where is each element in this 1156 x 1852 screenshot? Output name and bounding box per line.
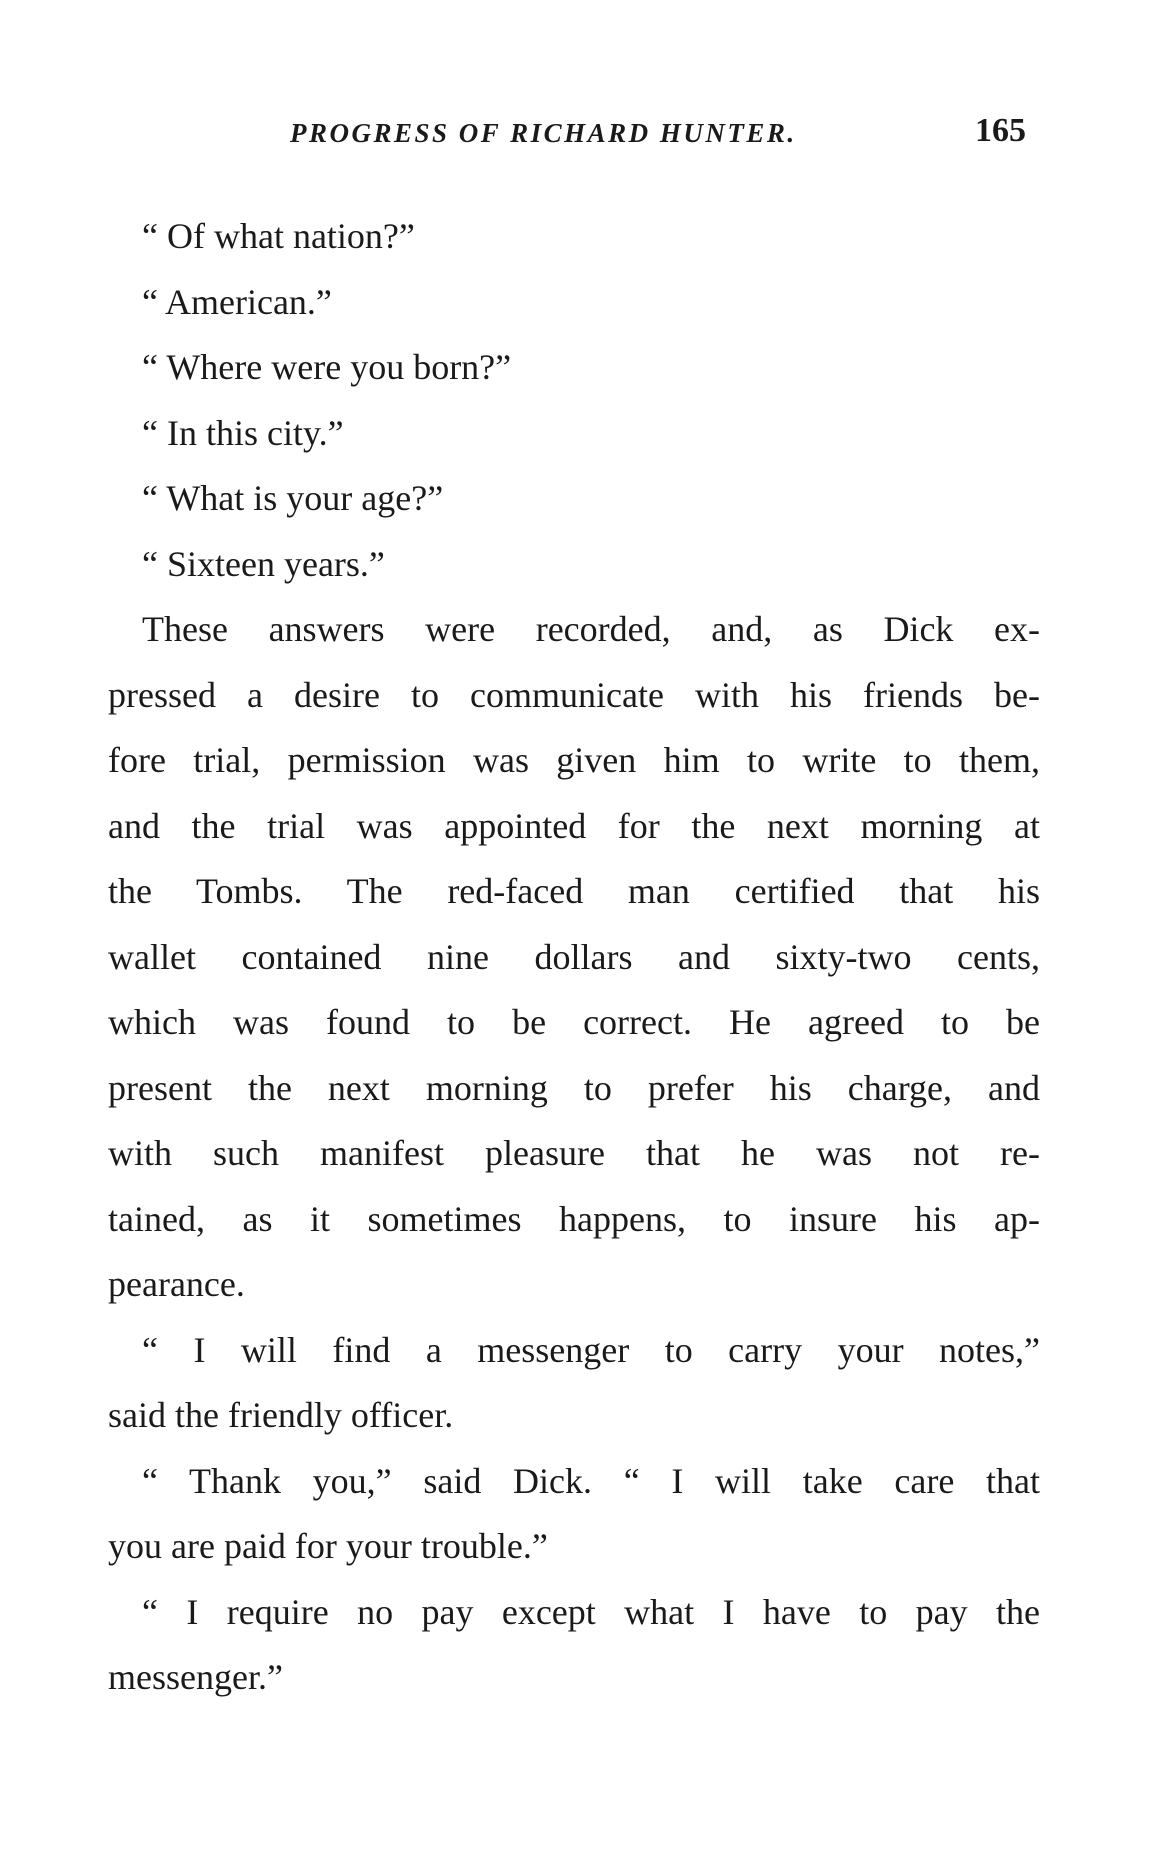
dialogue-line: “ Of what nation?” [142,216,415,256]
paragraph-line: messenger.” [108,1657,283,1697]
paragraph-line: with such manifest pleasure that he was not re- [108,1133,1040,1173]
paragraph-line: which was found to be correct. He agreed to be [108,1002,1040,1042]
page-text [108,204,1040,1711]
page-header [0,112,1156,158]
dialogue-line: “ In this city.” [142,412,344,453]
paragraph-line: pressed a desire to communicate with his friends be- [108,674,1040,715]
paragraph-line: present the next morning to prefer his charge, and [108,1067,1040,1108]
running-head: PROGRESS OF RICHARD HUNTER. [290,118,797,148]
paragraph-line: the Tombs. The red-faced man certified that his [108,871,1040,911]
paragraph-line: fore trial, permission was given him to write to them, [108,740,1040,780]
paragraph-line: tained, as it sometimes happens, to insure his ap- [108,1198,1040,1239]
paragraph-line: These answers were recorded, and, as Dick ex- [142,609,1040,649]
dialogue-line: “ American.” [142,281,332,322]
paragraph-line: “ Thank you,” said Dick. “ I will take care that [142,1460,1040,1501]
paragraph-line: and the trial was appointed for the next morning at [108,805,1040,846]
page-number: 165 [975,112,1026,149]
paragraph-line: pearance. [108,1264,245,1304]
paragraph-line: you are paid for your trouble.” [108,1526,548,1566]
paragraph-line: “ I require no pay except what I have to pay the [142,1591,1040,1632]
dialogue-line: “ What is your age?” [142,478,444,518]
paragraph-line: “ I will find a messenger to carry your notes,” [142,1329,1040,1370]
dialogue-line: “ Where were you born?” [142,347,512,387]
paragraph-line: wallet contained nine dollars and sixty-two cents, [108,936,1040,977]
dialogue-line: “ Sixteen years.” [142,543,385,584]
paragraph-line: said the friendly officer. [108,1395,454,1435]
